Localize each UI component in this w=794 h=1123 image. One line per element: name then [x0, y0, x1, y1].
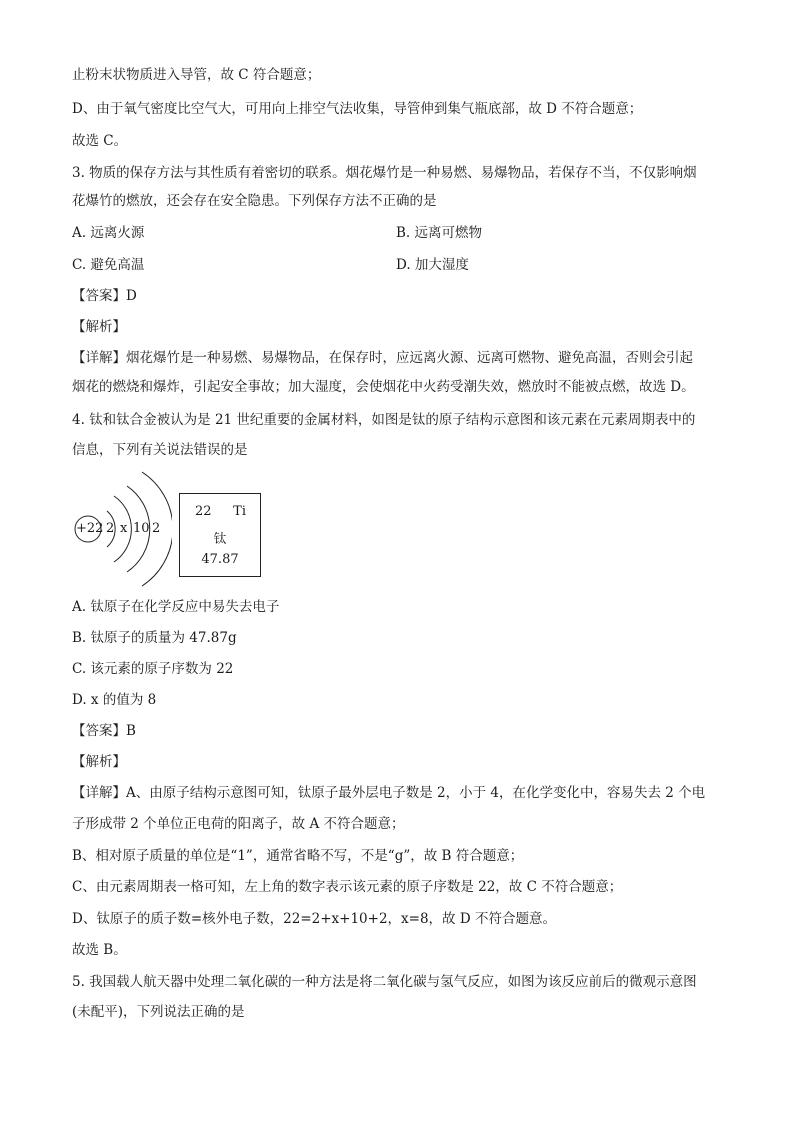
question-4-detail: C、由元素周期表一格可知，左上角的数字表示该元素的原子序数是 22，故 C 不符合题意； — [72, 879, 623, 895]
shell-4-electrons: 2 — [152, 521, 161, 536]
shell-3-electrons: 10 — [133, 521, 150, 536]
question-3-option-b: B. 远离可燃物 — [396, 225, 483, 241]
question-4-analysis-label: 【解析】 — [72, 754, 126, 770]
question-5-stem: 5. 我国载人航天器中处理二氧化碳的一种方法是将二氧化碳与氢气反应，如图为该反应前后的微观示意图 — [72, 974, 697, 990]
question-3-detail: 【详解】烟花爆竹是一种易燃、易爆物品，在保存时，应远离火源、远离可燃物、避免高温，否则会引起 — [72, 350, 693, 366]
question-4-stem: 信息，下列有关说法错误的是 — [72, 442, 248, 458]
question-5-stem: (未配平)，下列说法正确的是 — [72, 1004, 245, 1020]
question-3-option-a: A. 远离火源 — [72, 225, 145, 241]
question-4-detail: 子形成带 2 个单位正电荷的阳离子，故 A 不符合题意； — [72, 816, 405, 832]
element-symbol: Ti — [233, 504, 246, 519]
question-4-stem: 4. 钛和钛合金被认为是 21 世纪重要的金属材料，如图是钛的原子结构示意图和该元素在元素周期表中的 — [72, 412, 696, 428]
periodic-table-cell — [179, 493, 261, 577]
text-line: 止粉末状物质进入导管，故 C 符合题意； — [72, 67, 321, 83]
atomic-structure-diagram — [72, 466, 172, 596]
question-4-option-b: B. 钛原子的质量为 47.87g — [72, 630, 237, 646]
question-4-option-c: C. 该元素的原子序数为 22 — [72, 661, 234, 677]
text-line: 故选 C。 — [72, 133, 128, 149]
question-4-detail: B、相对原子质量的单位是“1”，通常省略不写，不是“g”，故 B 符合题意； — [72, 848, 524, 864]
question-4-option-d: D. x 的值为 8 — [72, 692, 157, 708]
question-3-detail: 烟花的燃烧和爆炸，引起安全事故；加大湿度，会使烟花中火药受潮失效，燃放时不能被点燃，故选 D。 — [72, 379, 695, 395]
question-4-answer: 【答案】B — [72, 723, 136, 739]
nucleus-charge: +22 — [76, 521, 104, 536]
question-3-analysis-label: 【解析】 — [72, 319, 126, 335]
question-4-conclusion: 故选 B。 — [72, 942, 127, 958]
question-3-option-c: C. 避免高温 — [72, 257, 145, 273]
text-line: D、由于氧气密度比空气大，可用向上排空气法收集，导管伸到集气瓶底部，故 D 不符合题意； — [72, 101, 643, 117]
element-name: 钛 — [213, 532, 227, 547]
shell-1-electrons: 2 — [106, 521, 115, 536]
question-3-stem: 3. 物质的保存方法与其性质有着密切的联系。烟花爆竹是一种易燃、易爆物品，若保存不当，不仅影响烟 — [72, 165, 697, 181]
question-4-option-a: A. 钛原子在化学反应中易失去电子 — [72, 599, 280, 615]
question-4-detail: 【详解】A、由原子结构示意图可知，钛原子最外层电子数是 2，小于 4，在化学变化中，容易失去 2 个电 — [72, 785, 706, 801]
question-3-stem: 花爆竹的燃放，还会存在安全隐患。下列保存方法不正确的是 — [72, 193, 437, 209]
question-3-option-d: D. 加大湿度 — [396, 257, 469, 273]
shell-2-electrons: x — [120, 521, 128, 536]
atomic-number: 22 — [195, 504, 212, 519]
question-4-detail: D、钛原子的质子数=核外电子数，22=2+x+10+2，x=8，故 D 不符合题意。 — [72, 911, 556, 927]
relative-atomic-mass: 47.87 — [201, 552, 239, 567]
question-3-answer: 【答案】D — [72, 288, 137, 304]
